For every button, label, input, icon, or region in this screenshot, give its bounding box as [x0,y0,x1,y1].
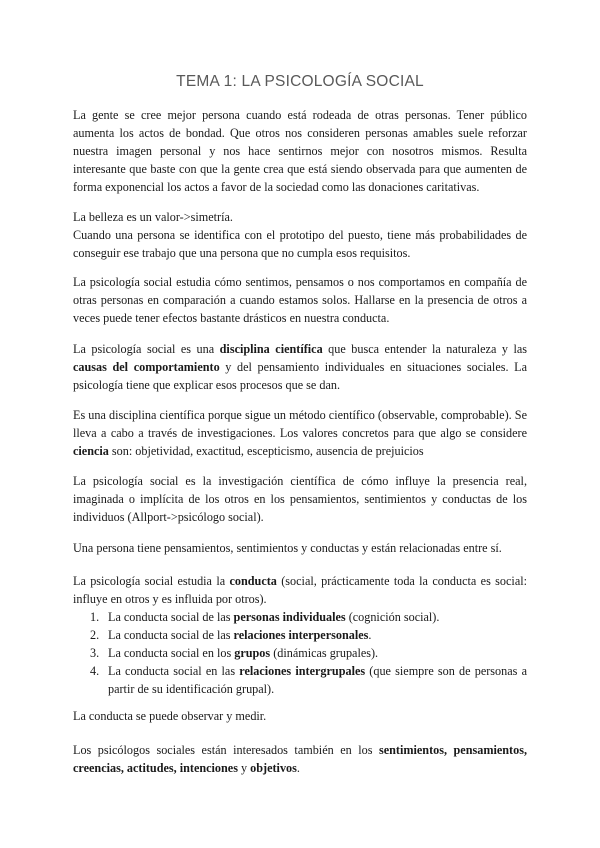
bold-term: relaciones intergrupales [239,664,366,678]
bold-term: disciplina científica [219,342,323,356]
list-item [73,662,527,698]
paragraph-text: La psicología social estudia cómo sentimos, pensamos o nos comportamos en compañía de otras personas en comparación a cuando estamos solos. Hallarse en la presencia de otros a veces puede tener efectos bastante drásticos en nuestra conducta. [73,275,527,325]
text-run: La psicología social estudia la [73,574,230,588]
text-run: La conducta social de las [108,610,234,624]
text-run: son: objetividad, exactitud, escepticismo, ausencia de prejuicios [108,444,424,458]
text-run: (que siempre son de personas a partir de su identificación grupal). [108,664,527,696]
text-run: Los psicólogos sociales están interesados también en los [73,743,379,757]
paragraph-allport-definition [73,472,527,526]
text-run: . [368,628,372,642]
bold-term: personas individuales [233,610,346,624]
paragraph-science-values [73,406,527,460]
text-run: y del pensamiento individuales en situaciones sociales. La psicología tiene que explicar esos procesos que se dan. [73,360,528,392]
bold-term: grupos [234,646,271,660]
paragraph-scientific-discipline [73,340,527,394]
paragraph-beauty [73,208,527,262]
text-run: (cognición social). [345,610,440,624]
text-run: La psicología social es una [73,342,220,356]
text-run: y [237,761,251,775]
list-item [73,626,527,644]
paragraph-text: Cuando una persona se identifica con el prototipo del puesto, tiene más probabilidades de conseguir ese trabajo que una persona que no cumpla esos requisitos. [73,228,527,260]
bold-term: ciencia [73,444,109,458]
bold-term: conducta [229,574,277,588]
bold-term: sentimientos, pensamientos, creencias, actitudes, intenciones [73,743,527,775]
paragraph-intro [73,106,527,196]
text-run: . [296,761,300,775]
paragraph-text: La belleza es un valor->simetría. [73,210,233,224]
list-number: 3. [90,646,100,660]
text-run: La conducta social en las [108,664,240,678]
list-item [73,608,527,626]
conduct-list [73,608,527,698]
page-title: TEMA 1: LA PSICOLOGÍA SOCIAL [176,73,424,90]
paragraph-text: La gente se cree mejor persona cuando está rodeada de otras personas. Tener público aumenta los actos de bondad. Que otros nos consideren personas amables suele reforzar nuestra imagen personal y nos hace sentirnos mejor con nosotros mismos. Resulta interesante que baste con que la gente crea que está siendo observada para que aumenten de forma exponencial los actos a favor de la sociedad como las donaciones caritativas. [73,108,527,194]
paragraph-text: La psicología social es la investigación científica de cómo influye la presencia real, imaginada o implícita de los otros en los pensamientos, sentimientos y conductas de los individuos (Allport->psicólogo social). [73,474,527,524]
text-run: Es una disciplina científica porque sigue un método científico (observable, comprobable). Se lleva a cabo a través de investigaciones. Los valores concretos para que algo se considere [73,408,527,440]
text-run: La conducta social en los [108,646,235,660]
bold-term: objetivos [250,761,297,775]
paragraph-person [73,539,527,557]
paragraph-interests [73,741,527,777]
paragraph-conduct [73,572,527,698]
paragraph-text: Una persona tiene pensamientos, sentimientos y conductas y están relacionadas entre sí. [73,541,502,555]
paragraph-measure [73,707,527,725]
bold-term: causas del comportamiento [73,360,220,374]
bold-term: relaciones interpersonales [233,628,369,642]
paragraph-text: La conducta se puede observar y medir. [73,709,267,723]
list-item [73,644,527,662]
list-number: 1. [90,610,100,624]
list-number: 2. [90,628,100,642]
list-number: 4. [90,664,100,678]
text-run: que busca entender la naturaleza y las [322,342,527,356]
paragraph-definition-study [73,273,527,327]
text-run: La conducta social de las [108,628,234,642]
text-run: (dinámicas grupales). [270,646,379,660]
text-run: (social, prácticamente toda la conducta es social: influye en otros y es influida por otros). [73,574,527,606]
